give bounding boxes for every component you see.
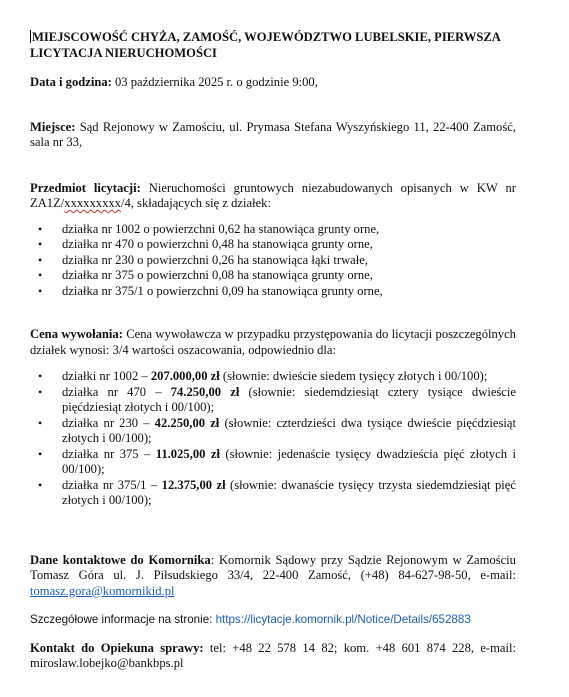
date-paragraph xyxy=(30,75,516,91)
bailiff-email-link[interactable]: tomasz.gora@komornikid.pl xyxy=(30,583,175,598)
title-text: MIEJSCOWOŚĆ CHYŻA, ZAMOŚĆ, WOJEWÓDZTWO LUBELSKIE, PIERWSZA LICYTACJA NIERUCHOMOŚCI xyxy=(30,30,501,60)
price-text: Cena wywoławcza w przypadku przystępowania do licytacji poszczególnych działek wynosi: 3/4 wartości oszacowania, odpowiednio dla: xyxy=(30,327,516,357)
list-item: • działka nr 1002 o powierzchni 0,62 ha stanowiąca grunty orne, xyxy=(62,222,516,238)
date-label: Data i godzina: xyxy=(30,75,112,89)
bailiff-paragraph xyxy=(30,553,516,600)
price-amount: 11.025,00 zł xyxy=(155,446,220,461)
price-item-pre: działka nr 375/1 – xyxy=(62,477,162,492)
price-paragraph xyxy=(30,327,516,358)
details-text: Szczegółowe informacje na stronie: xyxy=(30,613,216,626)
list-item xyxy=(62,447,516,478)
place-paragraph xyxy=(30,120,516,151)
guardian-text: tel: +48 22 578 14 82; kom. +48 601 874 228, e-mail: miroslaw.lobejko@bankbps.pl xyxy=(30,640,516,670)
price-list xyxy=(30,369,516,509)
price-amount: 42.250,00 zł xyxy=(154,415,220,430)
list-item: • działka nr 230 o powierzchni 0,26 ha stanowiąca łąki trwałe, xyxy=(62,253,516,269)
text-cursor xyxy=(30,30,31,43)
guardian-label: Kontakt do Opiekuna sprawy: xyxy=(30,640,204,655)
list-item xyxy=(62,385,516,416)
list-item xyxy=(62,416,516,447)
list-item: • działka nr 375/1 o powierzchni 0,09 ha stanowiąca grunty orne, xyxy=(62,284,516,300)
price-amount: 12.375,00 zł xyxy=(161,477,226,492)
list-item xyxy=(62,478,516,509)
date-value: 03 października 2025 r. o godzinie 9:00, xyxy=(111,75,318,89)
price-item-post: (słownie: dwanaście tysięcy trzysta siedemdziesiąt pięć złotych i 00/100); xyxy=(62,477,516,507)
list-item xyxy=(62,369,516,385)
subject-text-b: /4, składających się z działek: xyxy=(120,196,271,210)
guardian-paragraph xyxy=(30,641,516,672)
price-item-post: (słownie: jedenaście tysięcy dwadzieścia pięć złotych i 00/100); xyxy=(62,446,516,476)
kw-number-mask: xxxxxxxxx xyxy=(64,196,121,210)
price-item-pre: działki nr 1002 – xyxy=(62,369,151,383)
price-item-pre: działka nr 375 – xyxy=(62,446,156,461)
price-amount: 74.250,00 zł xyxy=(170,384,240,399)
list-item: • działka nr 470 o powierzchni 0,48 ha stanowiąca grunty orne, xyxy=(62,237,516,253)
bailiff-label: Dane kontaktowe do Komornika xyxy=(30,552,211,567)
list-item: • działka nr 375 o powierzchni 0,08 ha stanowiąca grunty orne, xyxy=(62,268,516,284)
details-url-link[interactable]: https://licytacje.komornik.pl/Notice/Details/652883 xyxy=(215,613,471,626)
price-item-pre: działka nr 470 – xyxy=(62,384,171,399)
document-page xyxy=(30,30,516,672)
subject-paragraph xyxy=(30,181,516,212)
price-label: Cena wywołania: xyxy=(30,327,123,341)
parcel-list xyxy=(30,222,516,300)
bailiff-text: : Komornik Sądowy przy Sądzie Rejonowym w Zamościu Tomasz Góra ul. J. Piłsudskiego 33/4, 22-400 Zamość, (+48) 84-627-98-50, e-mail: xyxy=(30,552,516,582)
price-item-post: (słownie: czterdzieści dwa tysiące dwieście pięćdziesiąt złotych i 00/100); xyxy=(62,415,516,445)
price-item-post: (słownie: dwieście siedem tysięcy złotych i 00/100); xyxy=(219,369,488,383)
place-label: Miejsce: xyxy=(30,119,76,134)
details-paragraph xyxy=(30,612,516,628)
subject-text-a: Nieruchomości gruntowych niezabudowanych opisanych w KW nr ZA1Z/ xyxy=(30,180,516,210)
subject-label: Przedmiot licytacji: xyxy=(30,180,141,195)
price-item-post: (słownie: siedemdziesiąt cztery tysiące dwieście pięćdziesiąt złotych i 00/100); xyxy=(62,384,516,414)
price-item-pre: działka nr 230 – xyxy=(62,415,155,430)
place-value: Sąd Rejonowy w Zamościu, ul. Prymasa Stefana Wyszyńskiego 11, 22-400 Zamość, sala nr 33, xyxy=(30,119,516,149)
price-amount: 207.000,00 zł xyxy=(150,369,220,383)
document-title xyxy=(30,30,516,61)
